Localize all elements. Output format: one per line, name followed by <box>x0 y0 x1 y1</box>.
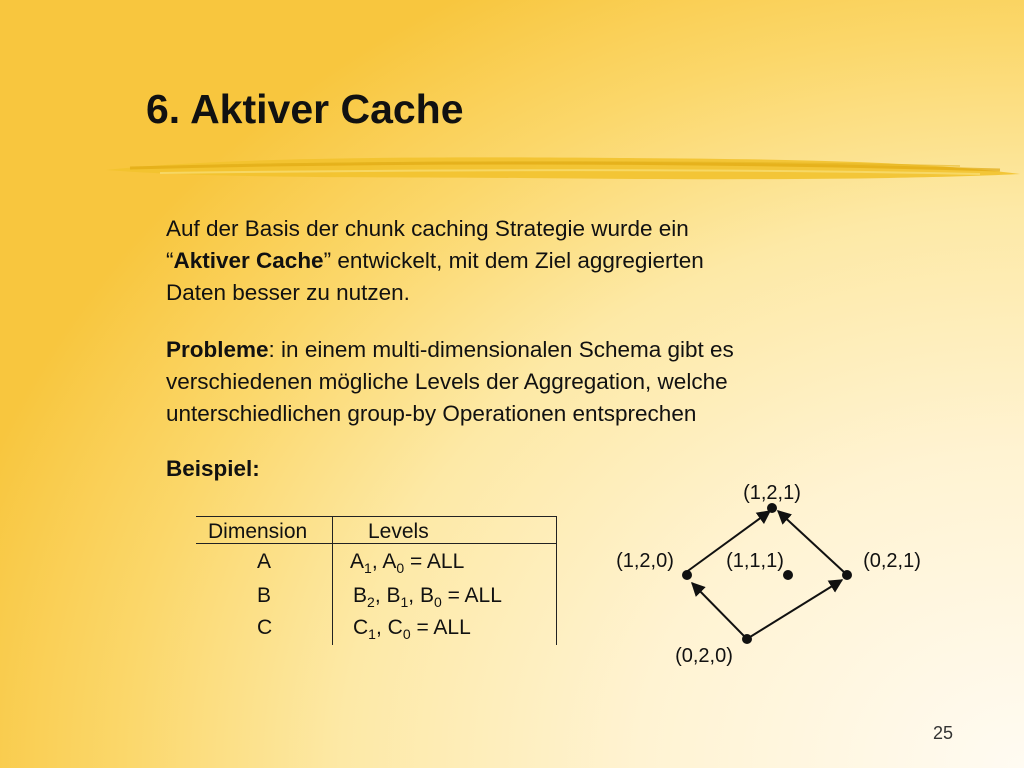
header-levels: Levels <box>368 520 429 543</box>
table-cell-dimension: B <box>257 584 272 607</box>
table-cell-dimension: A <box>257 550 272 573</box>
label-top: (1,2,1) <box>743 482 801 504</box>
intro-line-3: Daten besser zu nutzen. <box>166 280 410 305</box>
level-text: , C <box>375 616 403 639</box>
intro-paragraph <box>166 213 926 309</box>
table-cell-levels <box>353 584 502 614</box>
table-cell-levels <box>350 550 464 580</box>
problem-line-2: verschiedenen mögliche Levels der Aggregation, welche <box>166 369 728 394</box>
intro-line-1: Auf der Basis der chunk caching Strategie wurde ein <box>166 216 689 241</box>
label-bottom: (0,2,0) <box>675 645 733 667</box>
label-right: (0,2,1) <box>863 550 921 572</box>
node-bottom <box>742 634 752 644</box>
page-number: 25 <box>933 723 954 743</box>
intro-line-2: “Aktiver Cache” entwickelt, mit dem Ziel aggregierten <box>166 248 704 273</box>
level-text: B <box>353 584 368 607</box>
level-text: , B <box>374 584 401 607</box>
table-column-divider <box>332 517 333 645</box>
node-top <box>767 503 777 513</box>
active-cache-term: Aktiver Cache <box>173 248 324 273</box>
edge-bottom-to-left <box>692 583 745 637</box>
node-right <box>842 570 852 580</box>
edge-right-to-top <box>778 511 845 573</box>
level-subscript: 2 <box>367 594 375 611</box>
problem-paragraph <box>166 334 926 430</box>
dimension-levels-table <box>196 516 557 645</box>
level-subscript: 1 <box>400 594 409 611</box>
example-heading: Beispiel: <box>166 456 260 481</box>
label-middle: (1,1,1) <box>726 550 784 572</box>
level-subscript: 1 <box>364 560 372 577</box>
aggregation-lattice <box>600 470 940 680</box>
level-text: = ALL <box>404 550 465 573</box>
table-cell-dimension: C <box>257 616 273 639</box>
level-subscript: 0 <box>402 626 411 643</box>
level-text: A <box>350 550 365 573</box>
level-text: , A <box>371 550 397 573</box>
table-cell-levels <box>353 616 471 646</box>
header-dimension: Dimension <box>208 520 308 543</box>
slide-title: 6. Aktiver Cache <box>146 86 464 132</box>
level-subscript: 1 <box>368 626 376 643</box>
level-text: = ALL <box>441 584 502 607</box>
level-subscript: 0 <box>396 560 405 577</box>
label-left: (1,2,0) <box>616 550 674 572</box>
problem-term: Probleme <box>166 337 269 362</box>
level-text: C <box>353 616 369 639</box>
level-subscript: 0 <box>433 594 442 611</box>
node-middle <box>783 570 793 580</box>
level-text: , B <box>408 584 434 607</box>
problem-line-1: Probleme: in einem multi-dimensionalen Schema gibt es <box>166 337 734 362</box>
node-left <box>682 570 692 580</box>
brush-stroke-divider <box>100 150 1024 190</box>
edge-bottom-to-right <box>750 580 842 637</box>
problem-line-3: unterschiedlichen group-by Operationen entsprechen <box>166 401 697 426</box>
level-text: = ALL <box>410 616 471 639</box>
